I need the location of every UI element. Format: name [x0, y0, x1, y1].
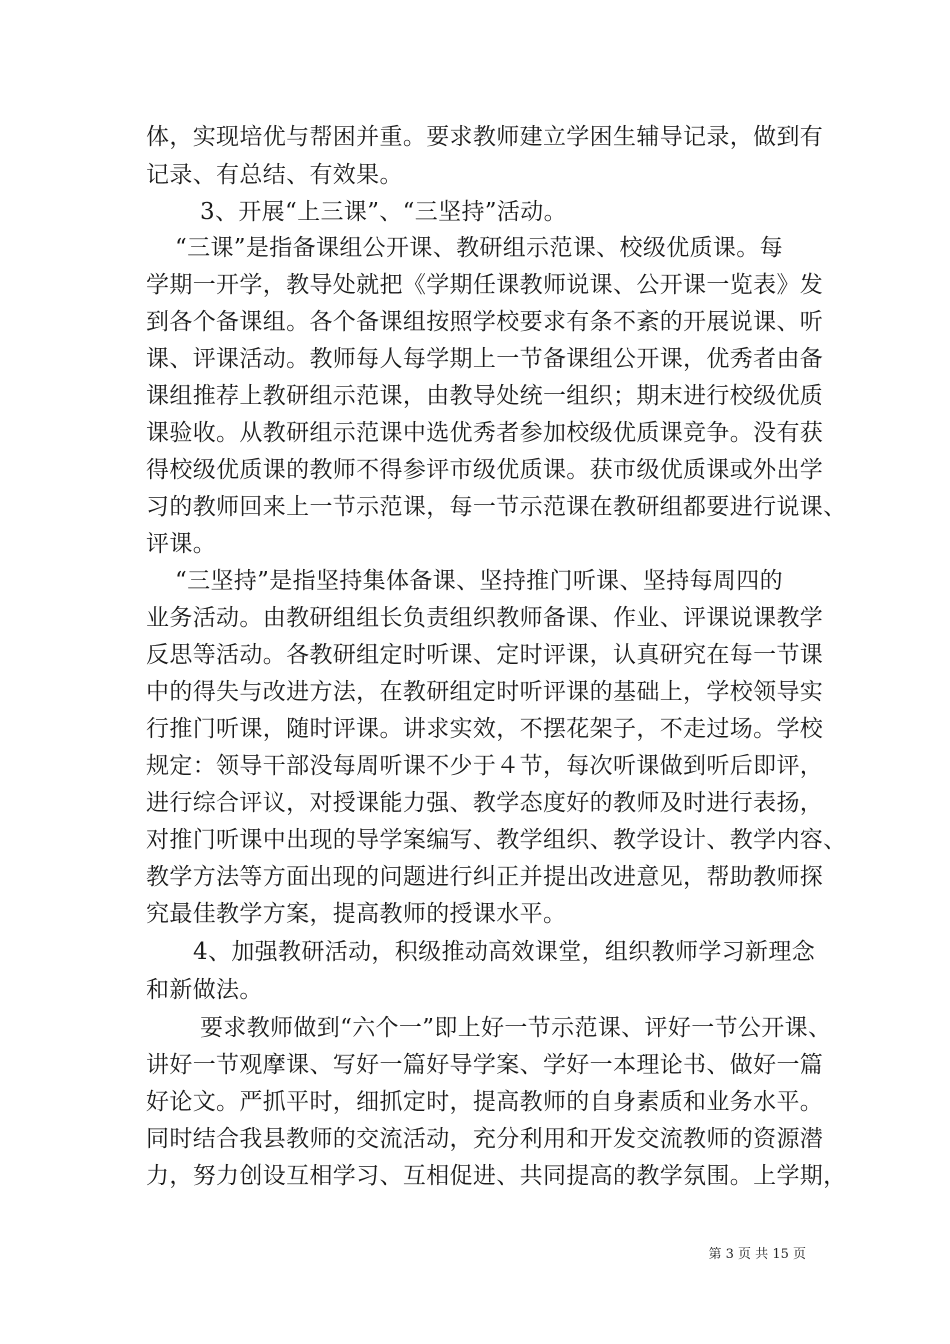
body-line: 课验收。从教研组示范课中选优秀者参加校级优质课竞争。没有获	[146, 420, 824, 446]
body-line: 学期一开学，教导处就把《学期任课教师说课、公开课一览表》发	[146, 272, 824, 298]
body-line: 力，努力创设互相学习、互相促进、共同提高的教学氛围。上学期，	[146, 1163, 847, 1189]
body-line: 记录、有总结、有效果。	[146, 162, 403, 188]
body-line: 到各个备课组。各个备课组按照学校要求有条不紊的开展说课、听	[146, 309, 824, 335]
page-number-footer: 第 3 页 共 15 页	[708, 1247, 806, 1262]
section-heading: 4、加强教研活动，积级推动高效课堂，组织教师学习新理念	[193, 939, 816, 965]
body-line: 讲好一节观摩课、写好一篇好导学案、学好一本理论书、做好一篇	[146, 1052, 824, 1078]
body-line: 教学方法等方面出现的问题进行纠正并提出改进意见，帮助教师探	[146, 864, 824, 890]
body-line: 要求教师做到“六个一”即上好一节示范课、评好一节公开课、	[200, 1015, 832, 1041]
body-line: 评课。	[146, 531, 217, 557]
body-line: 反思等活动。各教研组定时听课、定时评课，认真研究在每一节课	[146, 642, 824, 668]
body-line: 究最佳教学方案，提高教师的授课水平。	[146, 901, 567, 927]
body-line: 业务活动。由教研组组长负责组织教师备课、作业、评课说课教学	[146, 605, 824, 631]
body-line: 习的教师回来上一节示范课，每一节示范课在教研组都要进行说课、	[146, 494, 847, 520]
section-heading: 3、开展“上三课”、“三坚持”活动。	[200, 199, 567, 225]
body-line: 好论文。严抓平时，细抓定时，提高教师的自身素质和业务水平。	[146, 1089, 824, 1115]
body-line: 和新做法。	[146, 977, 263, 1003]
body-line: “三坚持”是指坚持集体备课、坚持推门听课、坚持每周四的	[175, 568, 783, 594]
body-line: 课组推荐上教研组示范课，由教导处统一组织；期末进行校级优质	[146, 383, 824, 409]
body-line: 体，实现培优与帮困并重。要求教师建立学困生辅导记录，做到有	[146, 124, 824, 150]
body-line: 对推门听课中出现的导学案编写、教学组织、教学设计、教学内容、	[146, 827, 847, 853]
body-line: 规定：领导干部没每周听课不少于４节，每次听课做到听后即评，	[146, 753, 824, 779]
body-line: 中的得失与改进方法，在教研组定时听评课的基础上，学校领导实	[146, 679, 824, 705]
body-line: 行推门听课，随时评课。讲求实效，不摆花架子，不走过场。学校	[146, 716, 824, 742]
body-line: “三课”是指备课组公开课、教研组示范课、校级优质课。每	[175, 235, 783, 261]
body-line: 进行综合评议，对授课能力强、教学态度好的教师及时进行表扬，	[146, 790, 824, 816]
body-line: 同时结合我县教师的交流活动，充分利用和开发交流教师的资源潜	[146, 1126, 824, 1152]
body-line: 得校级优质课的教师不得参评市级优质课。获市级优质课或外出学	[146, 457, 824, 483]
body-line: 课、评课活动。教师每人每学期上一节备课组公开课，优秀者由备	[146, 346, 824, 372]
